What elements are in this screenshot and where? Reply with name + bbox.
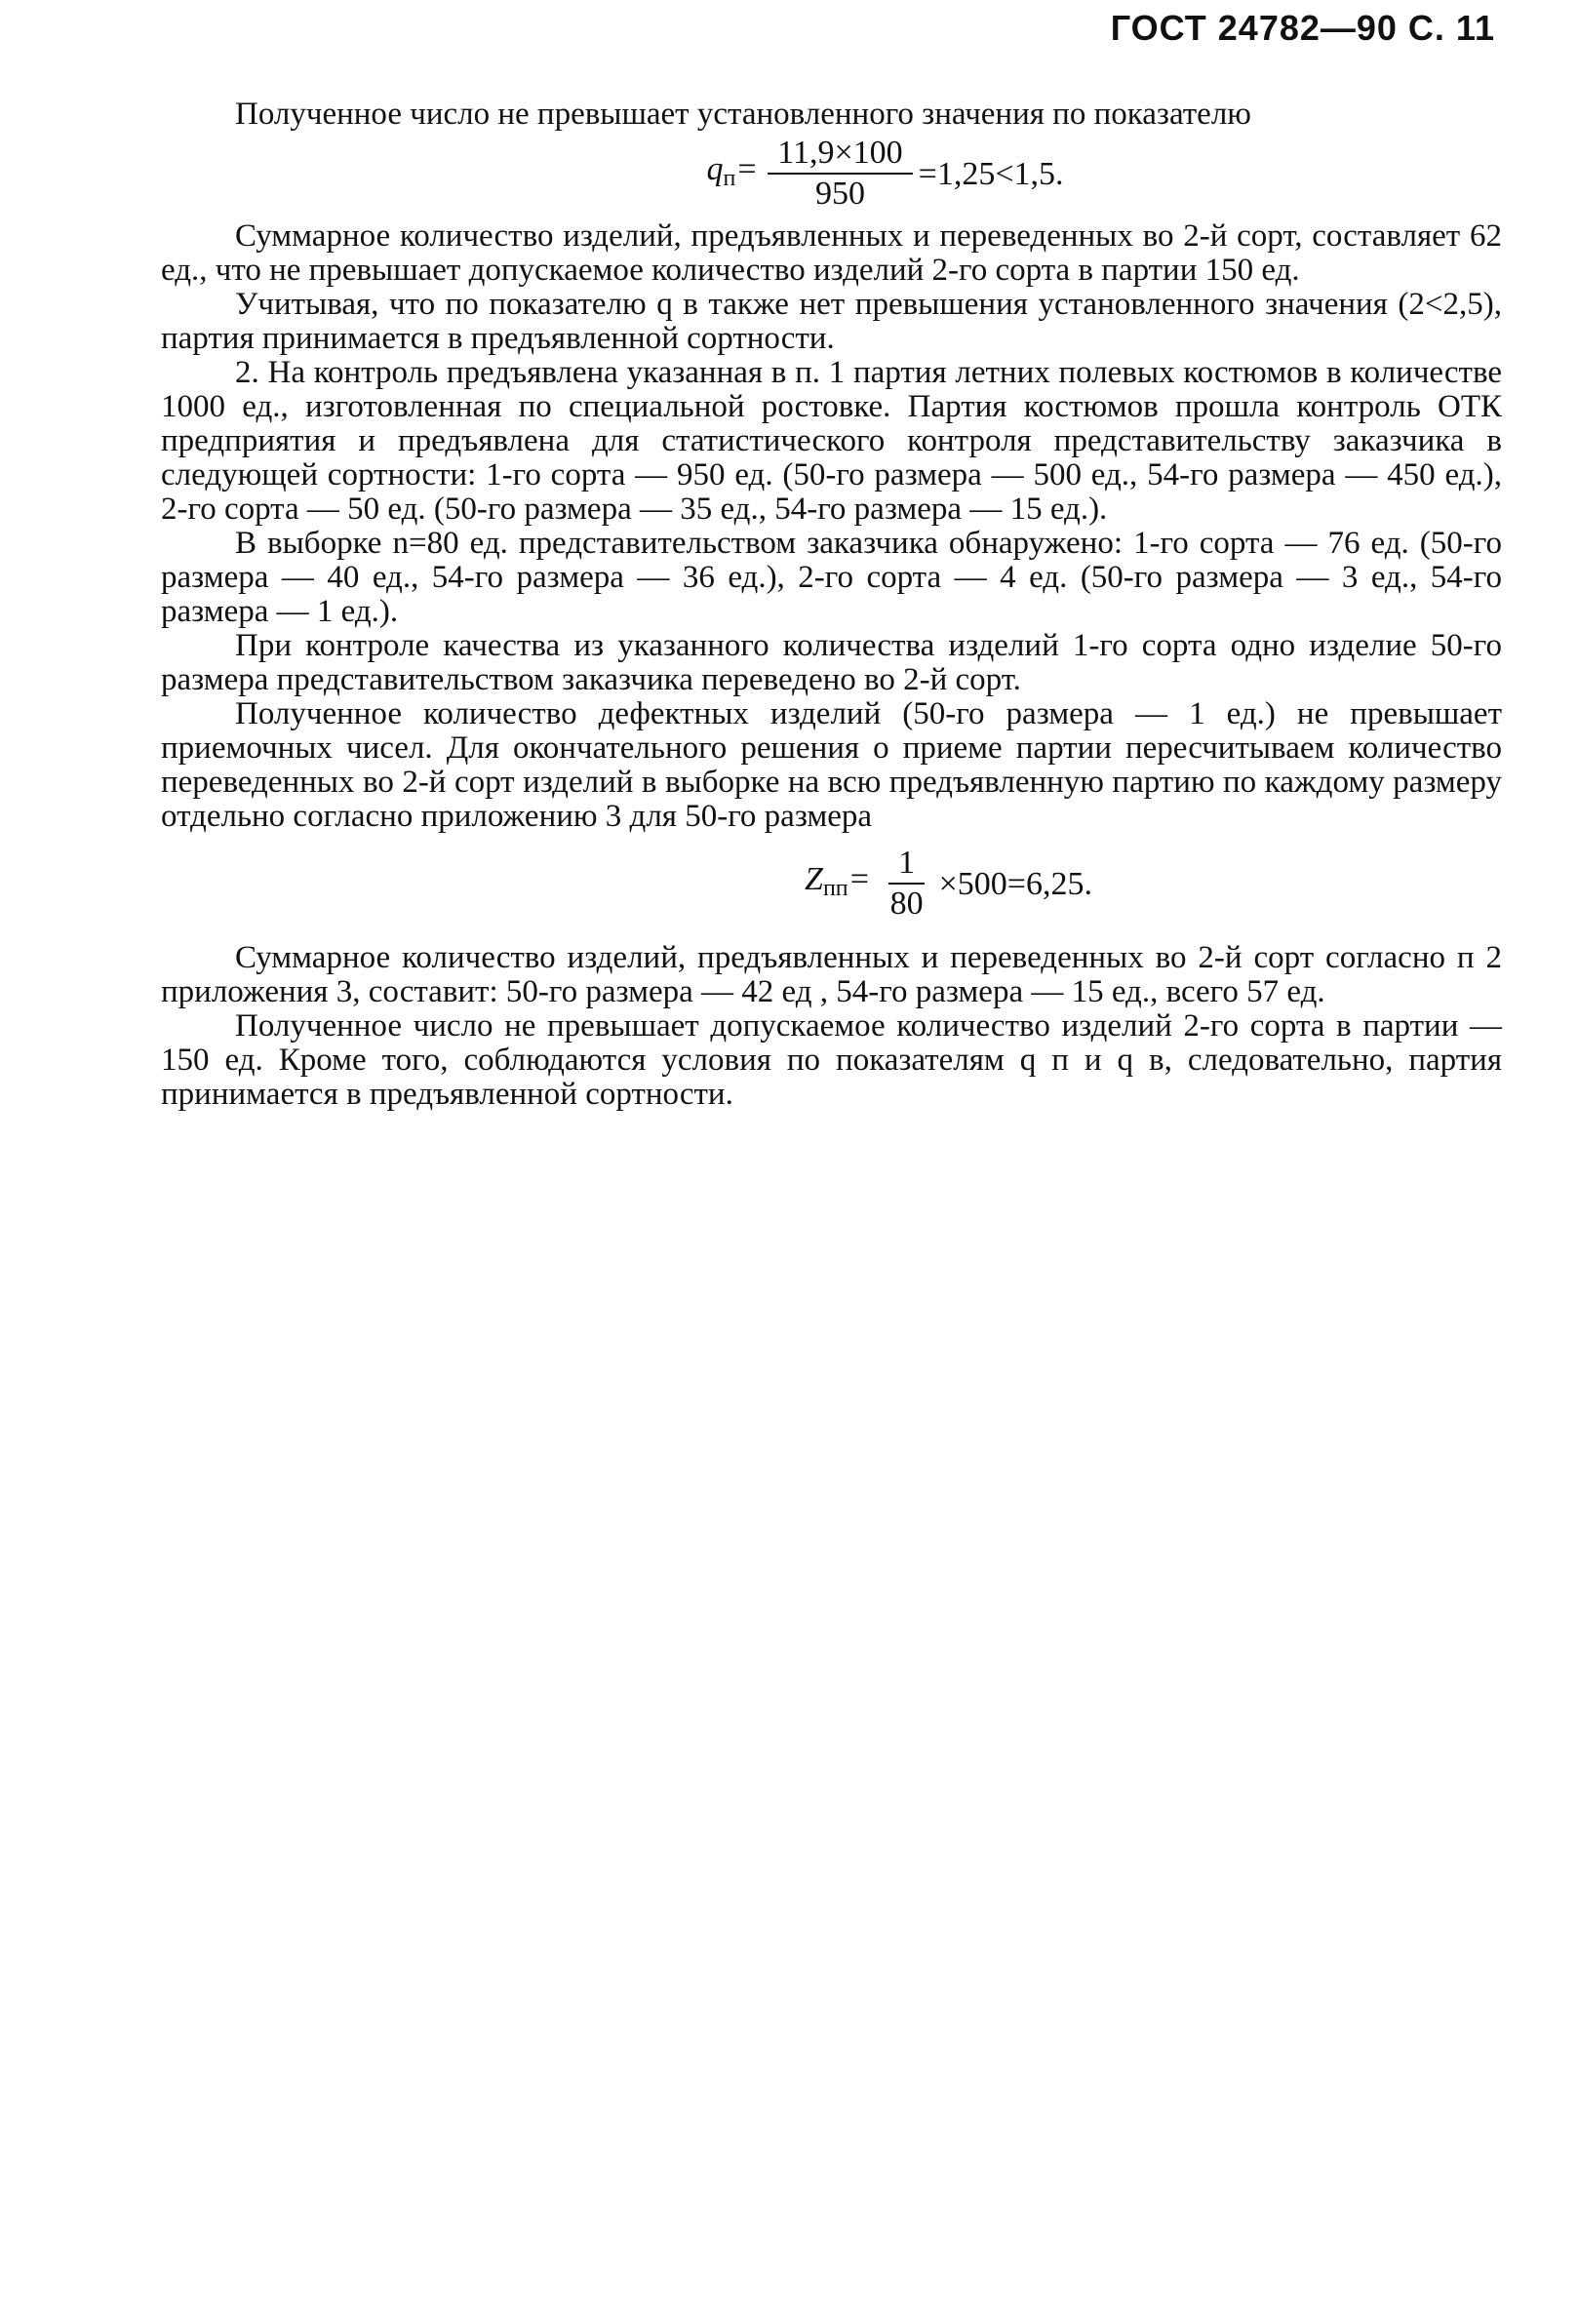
paragraph-2: Суммарное количество изделий, предъявленных и переведенных во 2-й сорт, составляет 62 ед., что не превышает допускаемое количество изделий 2-го сорта в партии 150 ед.: [161, 218, 1502, 288]
formula-zpp-symbol: Z: [805, 860, 823, 897]
formula-zpp-result: ×500=6,25.: [938, 865, 1092, 902]
paragraph-1: Полученное число не превышает установленного значения по показателю: [235, 97, 1251, 132]
formula-zpp: [395, 844, 1502, 924]
formula-qp-result: =1,25<1,5.: [918, 155, 1064, 192]
formula-zpp-lhs: $Z_{пп}=$: [805, 860, 871, 901]
paragraph-7: Полученное количество дефектных изделий (50-го размера — 1 ед.) не превышает приемочных чисел. Для окончательного решения о приеме партии пересчитываем количество переведенных во 2-й сорт изделий в выборке на всю предъявленную партию по каждому размеру отдельно согласно приложению 3 для 50-го размера: [161, 696, 1502, 834]
formula-zpp-fraction: [881, 844, 933, 924]
paragraph-6: При контроле качества из указанного количества изделий 1-го сорта одно изделие 50-го размера представительством заказчика переведено во 2-й сорт.: [161, 628, 1502, 697]
paragraph-9: Полученное число не превышает допускаемое количество изделий 2-го сорта в партии — 150 ед. Кроме того, соблюдаются условия по показателям q п и q в, следовательно, партия принимается в предъявленной сортности.: [161, 1008, 1502, 1112]
document-body: [161, 98, 1502, 1112]
formula-zpp-numerator: 1: [888, 844, 925, 885]
paragraph-3: Учитывая, что по показателю q в также нет превышения установленного значения (2<2,5), партия принимается в предъявленной сортности.: [161, 287, 1502, 356]
formula-qp-symbol: q: [706, 150, 724, 187]
formula-zpp-subscript: пп: [822, 875, 848, 901]
formula-qp-denominator: 950: [814, 176, 865, 212]
paragraph-5: В выборке n=80 ед. представительством заказчика обнаружено: 1-го сорта — 76 ед. (50-го размера — 40 ед., 54-го размера — 36 ед.), 2-го сорта — 4 ед. (50-го размера — 3 ед., 54-го размера — 1 ед.).: [161, 526, 1502, 629]
formula-qp-numerator: 11,9×100: [768, 134, 912, 175]
formula-zpp-denominator: 80: [889, 886, 924, 922]
paragraph-4: 2. На контроль предъявлена указанная в п. 1 партия летних полевых костюмов в количестве 1000 ед., изготовленная по специальной ростовке. Партия костюмов прошла контроль ОТК предприятия и предъявлена для статистического контроля представительству заказчика в следующей сортности: 1-го сорта — 950 ед. (50-го размера — 500 ед., 54-го размера — 450 ед.), 2-го сорта — 50 ед. (50-го размера — 35 ед., 54-го размера — 15 ед.).: [161, 355, 1502, 527]
formula-qp-subscript: п: [723, 165, 736, 191]
formula-qp: [268, 134, 1502, 214]
paragraph-8: Суммарное количество изделий, предъявленных и переведенных во 2-й сорт согласно п 2 приложения 3, составит: 50-го размера — 42 ед , 54-го размера — 15 ед., всего 57 ед.: [161, 940, 1502, 1009]
formula-qp-fraction: [768, 134, 912, 214]
page-header: ГОСТ 24782—90 С. 11: [1110, 8, 1495, 48]
formula-qp-lhs: $q_п=$: [706, 150, 759, 191]
